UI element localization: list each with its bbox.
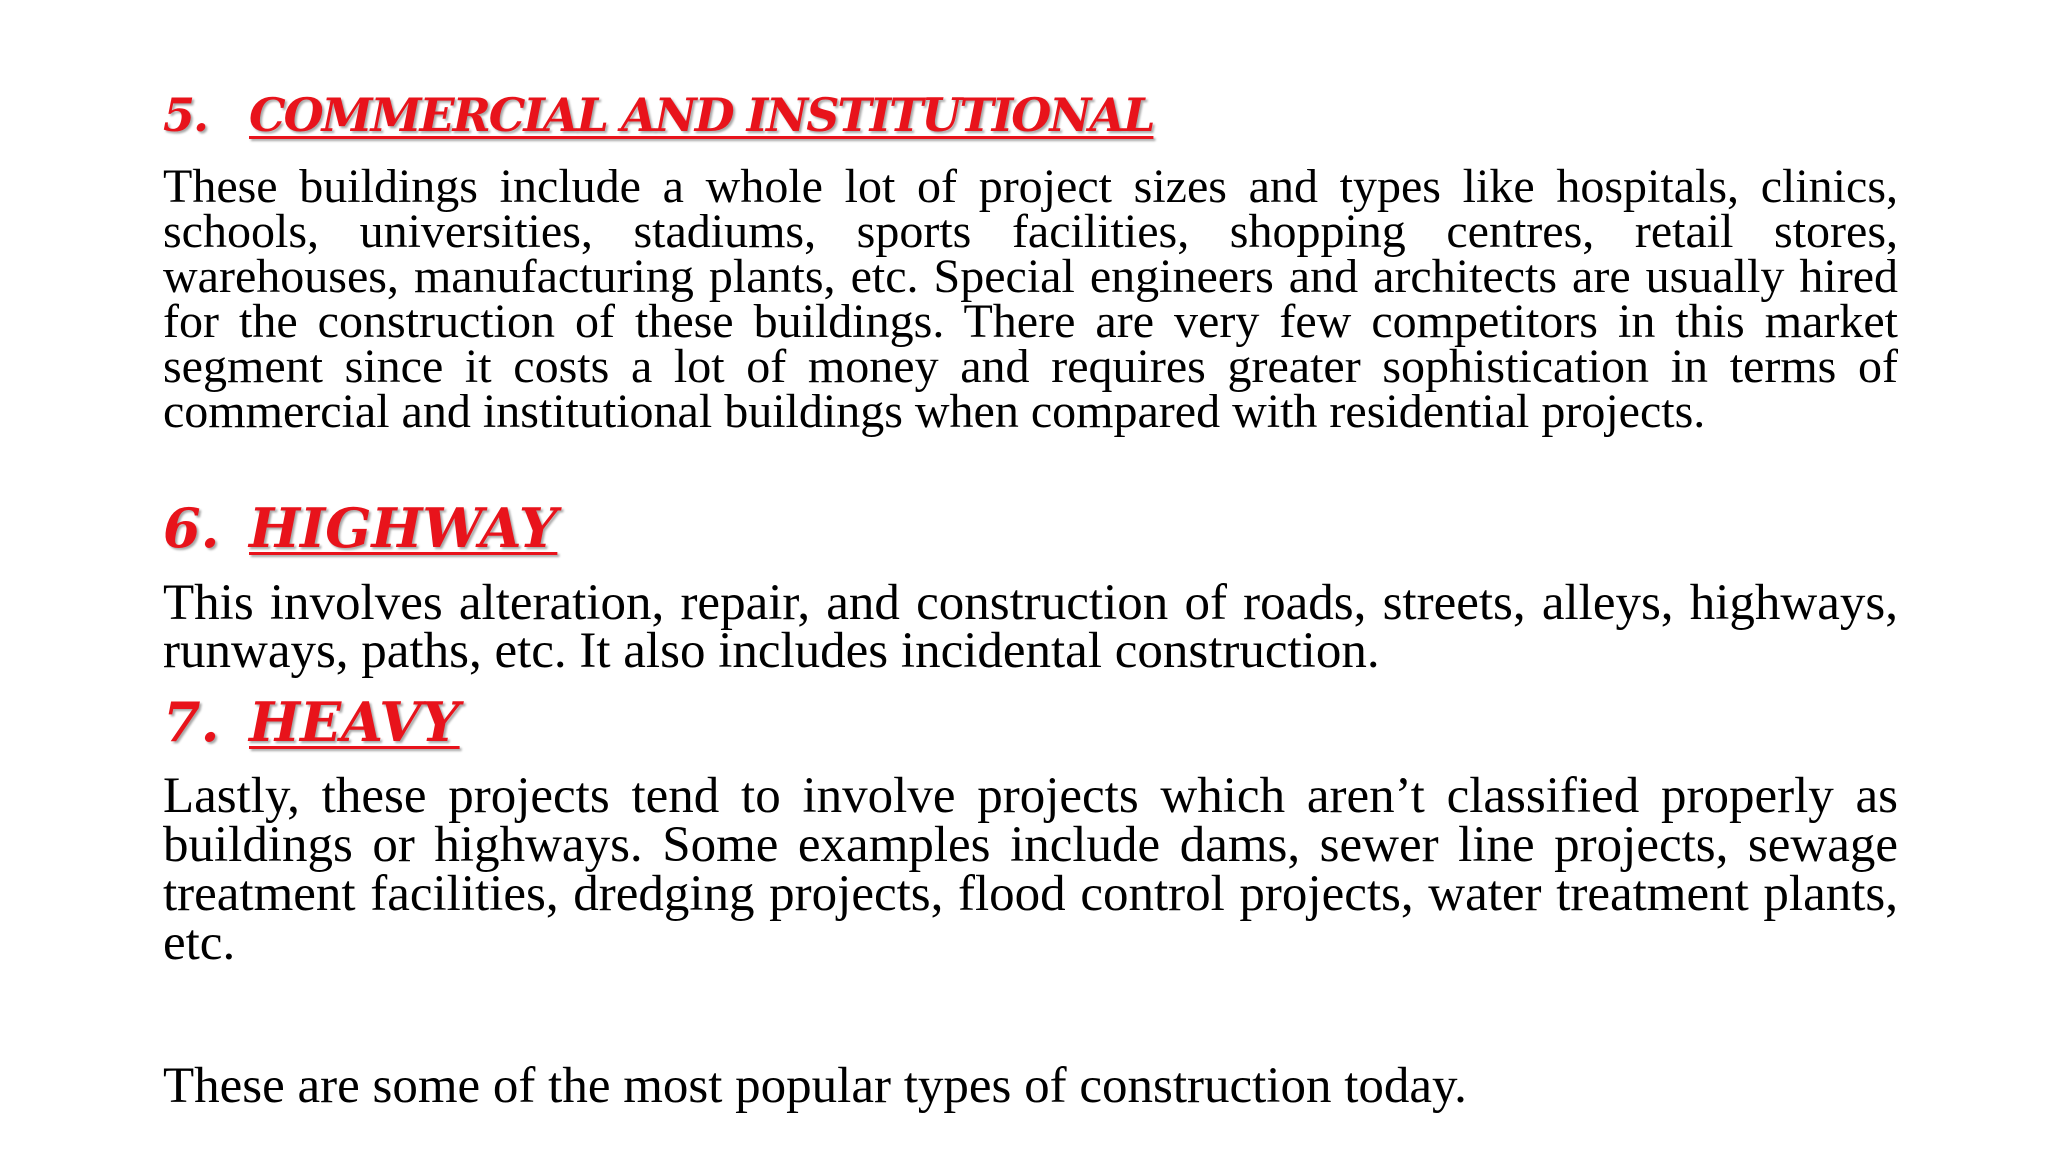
section-heading-commercial [163,88,1153,142]
section-heading-highway [163,496,557,560]
section-title: COMMERCIAL AND INSTITUTIONAL [249,88,1154,142]
section-title: HEAVY [249,690,460,754]
section-body-highway: This involves alteration, repair, and construction of roads, streets, alleys, highways, runways, paths, etc. It also includes incidental construction. [163,575,1898,679]
closing-statement: These are some of the most popular types of construction today. [163,1058,1467,1114]
section-title: HIGHWAY [249,496,558,560]
section-body-heavy: Lastly, these projects tend to involve projects which aren’t classified properly as buildings or highways. Some examples include dams, sewer line projects, sewage treatment facilities, dredging projects, flood control projects, water treatment plants, etc. [163,768,1898,971]
section-heading-heavy [163,690,460,754]
section-number: 5. [163,88,208,142]
section-number: 7. [163,690,220,754]
section-number: 6. [163,496,220,560]
section-body-commercial: These buildings include a whole lot of project sizes and types like hospitals, clinics, schools, universities, stadiums, sports facilities, shopping centres, retail stores, warehouses, manufacturing plants, etc. Special engineers and architects are usually hired for the construction of these buildings. There are very few competitors in this market segment since it costs a lot of money and requires greater sophistication in terms of commercial and institutional buildings when compared with residential projects. [163,160,1898,438]
